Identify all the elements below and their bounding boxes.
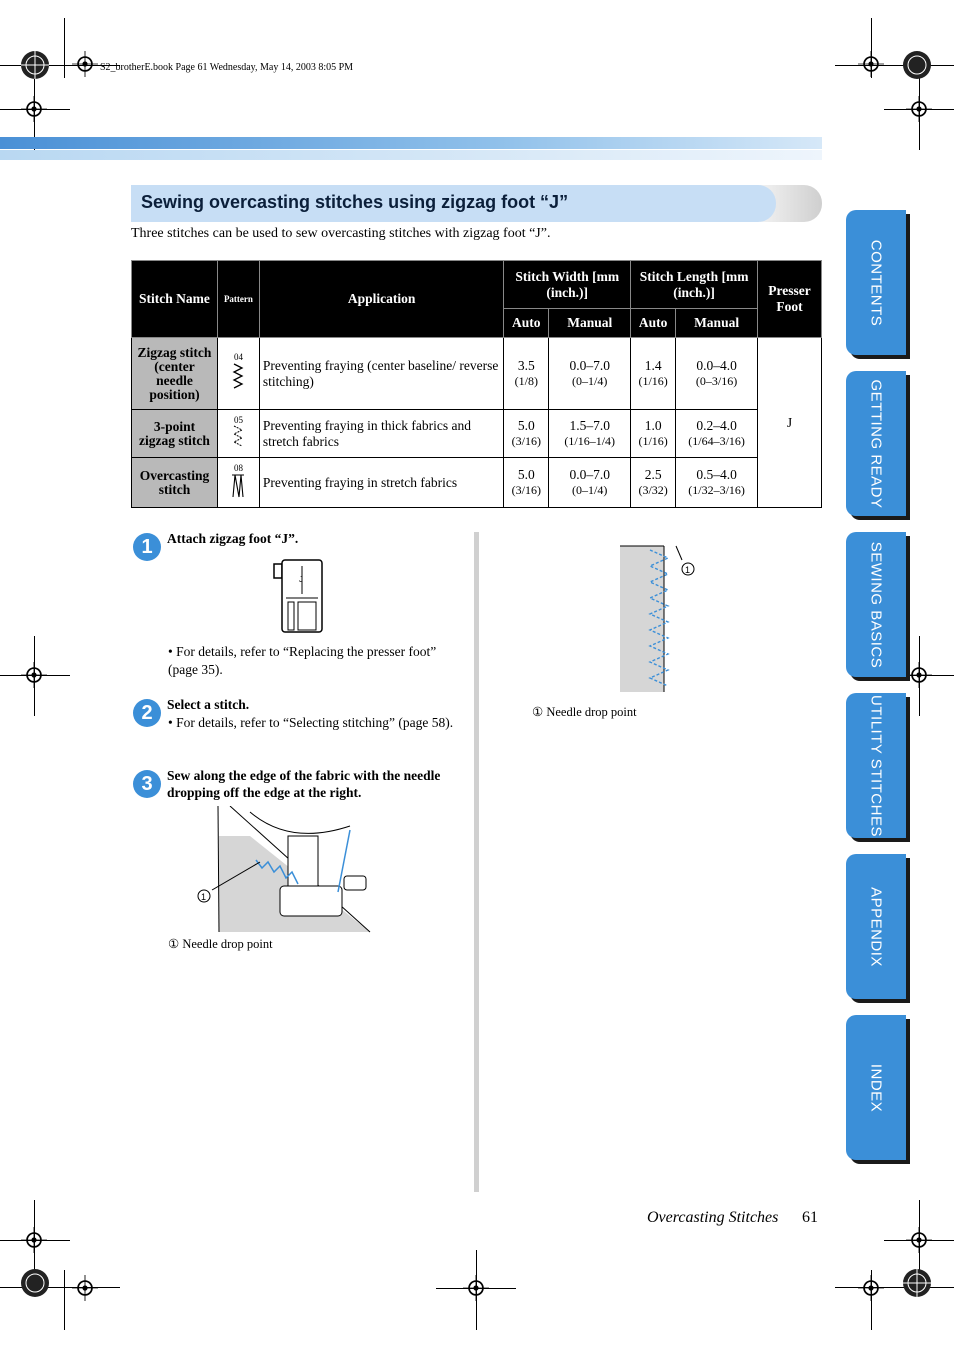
header-bar-sub bbox=[0, 150, 822, 160]
value: 1.0 bbox=[644, 418, 662, 433]
value: 0.2–4.0 bbox=[696, 418, 737, 433]
value-inch: (0–3/16) bbox=[695, 374, 738, 388]
tab-appendix[interactable] bbox=[846, 854, 906, 999]
step-title: Attach zigzag foot “J”. bbox=[167, 531, 299, 546]
step-number: 2 bbox=[133, 699, 161, 727]
stitch-name: 3-point zigzag stitch bbox=[132, 410, 218, 458]
length-auto-cell bbox=[631, 458, 676, 508]
header-width-auto: Auto bbox=[504, 309, 549, 338]
application-cell: Preventing fraying in thick fabrics and stretch fabrics bbox=[259, 410, 503, 458]
callout-number: ① bbox=[532, 705, 544, 719]
crosshair-mark-icon bbox=[906, 662, 932, 688]
header-bar bbox=[0, 137, 822, 149]
value: 1.4 bbox=[644, 358, 662, 373]
file-info: S2_brotherE.book Page 61 Wednesday, May 14, 2003 8:05 PM bbox=[100, 62, 354, 73]
crosshair-mark-icon bbox=[21, 662, 47, 688]
header-stitch-length: Stitch Length [mm (inch.)] bbox=[631, 261, 758, 309]
value-inch: (1/8) bbox=[514, 374, 538, 388]
step-bullet: • For details, refer to “Selecting stitching” (page 58). bbox=[168, 715, 454, 730]
width-manual-cell bbox=[549, 338, 631, 410]
step-bullet: • For details, refer to “Replacing the presser foot” (page 35). bbox=[168, 644, 437, 677]
registration-mark-icon bbox=[902, 1268, 932, 1298]
section-title: Sewing overcasting stitches using zigzag foot “J” bbox=[141, 192, 569, 212]
value-inch: (1/16) bbox=[638, 374, 668, 388]
registration-mark-icon bbox=[902, 50, 932, 80]
header-length-auto: Auto bbox=[631, 309, 676, 338]
three-point-zigzag-icon bbox=[231, 425, 245, 449]
pattern-number: 08 bbox=[233, 462, 243, 473]
value: 1.5–7.0 bbox=[569, 418, 610, 433]
tab-contents[interactable] bbox=[846, 210, 906, 355]
crosshair-mark-icon bbox=[906, 96, 932, 122]
pattern-number: 05 bbox=[233, 414, 243, 425]
pattern-cell bbox=[217, 410, 259, 458]
zigzag-foot-j-icon bbox=[266, 558, 326, 634]
pattern-cell bbox=[217, 458, 259, 508]
value: 5.0 bbox=[517, 467, 535, 482]
value: 0.0–4.0 bbox=[696, 358, 737, 373]
length-auto-cell bbox=[631, 410, 676, 458]
step-number: 1 bbox=[133, 533, 161, 561]
bullet-text: For details, refer to “Selecting stitching” (page 58). bbox=[176, 715, 454, 730]
value-inch: (3/16) bbox=[511, 434, 541, 448]
value-inch: (1/16–1/4) bbox=[564, 434, 616, 448]
bullet-text: For details, refer to “Replacing the presser foot” (page 35). bbox=[168, 644, 437, 677]
application-cell: Preventing fraying in stretch fabrics bbox=[259, 458, 503, 508]
stitch-name: Overcasting stitch bbox=[132, 458, 218, 508]
figure-caption-right bbox=[532, 704, 637, 720]
header-width-manual: Manual bbox=[549, 309, 631, 338]
tab-label: UTILITY STITCHES bbox=[867, 694, 885, 837]
caption-text: Needle drop point bbox=[546, 705, 637, 719]
tab-label: GETTING READY bbox=[867, 378, 885, 509]
width-auto-cell bbox=[504, 338, 549, 410]
value-inch: (0–1/4) bbox=[572, 374, 608, 388]
section-intro: Three stitches can be used to sew overcasting stitches with zigzag foot “J”. bbox=[131, 226, 551, 241]
tab-sewing-basics[interactable] bbox=[846, 532, 906, 677]
pattern-number: 04 bbox=[233, 351, 243, 362]
crosshair-mark-icon bbox=[858, 51, 884, 77]
length-auto-cell bbox=[631, 338, 676, 410]
crosshair-mark-icon bbox=[463, 1275, 489, 1301]
value-inch: (1/32–3/16) bbox=[688, 483, 745, 497]
value-inch: (3/16) bbox=[511, 483, 541, 497]
svg-text:1: 1 bbox=[201, 892, 207, 902]
table-row bbox=[132, 338, 822, 410]
svg-text:1: 1 bbox=[685, 565, 691, 575]
tab-label: CONTENTS bbox=[867, 239, 885, 326]
crosshair-mark-icon bbox=[72, 1275, 98, 1301]
presser-foot-cell: J bbox=[758, 338, 822, 508]
table-row bbox=[132, 410, 822, 458]
value: 0.0–7.0 bbox=[569, 358, 610, 373]
width-auto-cell bbox=[504, 410, 549, 458]
value: 5.0 bbox=[517, 418, 535, 433]
tab-label: SEWING BASICS bbox=[867, 541, 885, 668]
stitch-table bbox=[131, 260, 822, 508]
stitch-name: Zigzag stitch (center needle position) bbox=[132, 338, 218, 410]
sewing-overcast-illustration bbox=[190, 806, 380, 936]
crosshair-mark-icon bbox=[21, 1227, 47, 1253]
header-presser-foot: Presser Foot bbox=[758, 261, 822, 338]
registration-mark-icon bbox=[20, 1268, 50, 1298]
step-title: Sew along the edge of the fabric with the needle dropping off the edge at the right. bbox=[167, 768, 441, 800]
zigzag-stitch-icon bbox=[231, 362, 245, 392]
column-divider bbox=[474, 532, 479, 1192]
registration-mark-icon bbox=[20, 50, 50, 80]
value: 0.0–7.0 bbox=[569, 467, 610, 482]
overcasting-stitch-icon bbox=[231, 473, 245, 499]
table-row bbox=[132, 458, 822, 508]
callout-number: ① bbox=[168, 937, 180, 951]
tab-label: APPENDIX bbox=[867, 886, 885, 967]
step-number: 3 bbox=[133, 770, 161, 798]
header-application: Application bbox=[259, 261, 503, 338]
length-manual-cell bbox=[676, 338, 758, 410]
length-manual-cell bbox=[676, 410, 758, 458]
header-stitch-name: Stitch Name bbox=[132, 261, 218, 338]
caption-text: Needle drop point bbox=[182, 937, 273, 951]
foot-letter: J bbox=[299, 575, 303, 584]
value-inch: (1/16) bbox=[638, 434, 668, 448]
width-manual-cell bbox=[549, 458, 631, 508]
header-stitch-width: Stitch Width [mm (inch.)] bbox=[504, 261, 631, 309]
width-auto-cell bbox=[504, 458, 549, 508]
page-number: 61 bbox=[802, 1209, 818, 1226]
value: 3.5 bbox=[517, 358, 535, 373]
header-length-manual: Manual bbox=[676, 309, 758, 338]
figure-caption-left bbox=[168, 936, 273, 952]
value-inch: (0–1/4) bbox=[572, 483, 608, 497]
step-title: Select a stitch. bbox=[167, 697, 250, 712]
value: 2.5 bbox=[644, 467, 662, 482]
value: 0.5–4.0 bbox=[696, 467, 737, 482]
crosshair-mark-icon bbox=[858, 1275, 884, 1301]
footer-section-name: Overcasting Stitches bbox=[647, 1209, 779, 1226]
header-pattern: Pattern bbox=[217, 261, 259, 338]
value-inch: (3/32) bbox=[638, 483, 668, 497]
tab-getting-ready[interactable] bbox=[846, 371, 906, 516]
crosshair-mark-icon bbox=[72, 51, 98, 77]
value-inch: (1/64–3/16) bbox=[688, 434, 745, 448]
application-cell: Preventing fraying (center baseline/ reverse stitching) bbox=[259, 338, 503, 410]
pattern-cell bbox=[217, 338, 259, 410]
crosshair-mark-icon bbox=[906, 1227, 932, 1253]
crosshair-mark-icon bbox=[21, 96, 47, 122]
tab-label: INDEX bbox=[867, 1063, 885, 1112]
tab-utility-stitches[interactable] bbox=[846, 693, 906, 838]
needle-drop-point-illustration bbox=[616, 540, 706, 696]
length-manual-cell bbox=[676, 458, 758, 508]
tab-index[interactable] bbox=[846, 1015, 906, 1160]
width-manual-cell bbox=[549, 410, 631, 458]
